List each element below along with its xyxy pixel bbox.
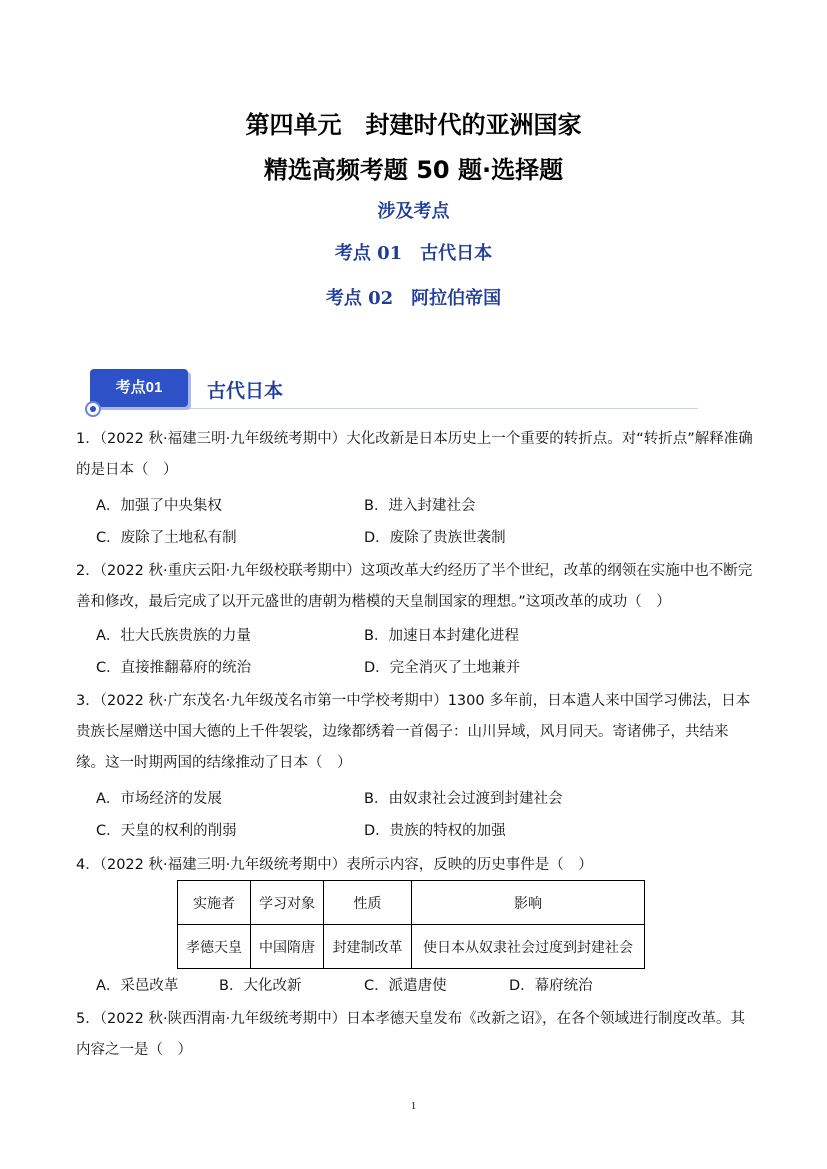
question-4-option-d: D．幕府统治 [509,978,593,994]
table-cell: 孝德天皇 [178,925,251,969]
question-4-option-a: A．采邑改革 [96,978,179,994]
question-2-stem: 2．（2022 秋·重庆云阳·九年级校联考期中）这项改革大约经历了半个世纪，改革的纲领在实施中也不断完善和修改，最后完成了以开元盛世的唐朝为楷模的天皇制国家的理想。”这项改革的成功（ ） [76,563,753,610]
question-3-stem: 3．（2022 秋·广东茂名·九年级茂名市第一中学校考期中）1300 多年前，日本遣人来中国学习佛法，日本贵族长屋赠送中国大德的上千件袈裟，边缘都绣着一首偈子：山川异域，风月同天。寄诸佛子，共结来缘。这一时期两国的结缘推动了日本（ ） [76,693,751,771]
question-2-option-a: A．壮大氏族贵族的力量 [96,628,251,644]
unit-title: 第四单元 封建时代的亚洲国家 [245,111,582,139]
question-2-option-d: D．完全消灭了土地兼并 [364,660,521,676]
page-subtitle: 精选高频考题 50 题·选择题 [263,156,564,184]
table-header-cell: 性质 [324,881,412,925]
question-4-option-c: C．派遣唐使 [364,978,447,994]
point-02: 考点 02 阿拉伯帝国 [325,288,502,309]
question-1-stem: 1．（2022 秋·福建三明·九年级统考期中）大化改新是日本历史上一个重要的转折点。对“转折点”解释准确的是日本（ ） [76,431,753,478]
table-header-cell: 实施者 [178,881,251,925]
section-title: 古代日本 [207,380,284,402]
table-header-cell: 影响 [412,881,645,925]
scope-label: 涉及考点 [377,201,450,222]
question-3-option-c: C．天皇的权利的削弱 [96,823,237,839]
question-3-option-a: A．市场经济的发展 [96,791,222,807]
table-row [178,925,645,969]
section-badge: 考点01 [90,369,188,407]
question-2-option-b: B．加速日本封建化进程 [364,628,519,644]
question-5-stem: 5．（2022 秋·陕西渭南·九年级统考期中）日本孝德天皇发布《改新之诏》，在各个领域进行制度改革。其内容之一是（ ） [76,1011,745,1058]
section-divider [98,408,698,409]
question-1-option-a: A．加强了中央集权 [96,498,222,514]
question-4-option-b: B．大化改新 [219,978,302,994]
table-header-row [178,881,645,925]
question-1-option-c: C．废除了土地私有制 [96,530,237,546]
page-number: 1 [410,1100,417,1112]
question-1-option-b: B．进入封建社会 [364,498,476,514]
table-cell: 中国隋唐 [251,925,324,969]
question-1-option-d: D．废除了贵族世袭制 [364,530,506,546]
question-4-table [177,880,645,969]
question-2-option-c: C．直接推翻幕府的统治 [96,660,252,676]
table-header-cell: 学习对象 [251,881,324,925]
question-4-stem: 4．（2022 秋·福建三明·九年级统考期中）表所示内容，反映的历史事件是（ ） [76,857,593,873]
point-01: 考点 01 古代日本 [334,243,493,264]
table-cell: 使日本从奴隶社会过度到封建社会 [412,925,645,969]
table-cell: 封建制改革 [324,925,412,969]
question-3-option-d: D．贵族的特权的加强 [364,823,506,839]
badge-dot-inner [90,406,96,412]
question-3-option-b: B．由奴隶社会过渡到封建社会 [364,791,563,807]
